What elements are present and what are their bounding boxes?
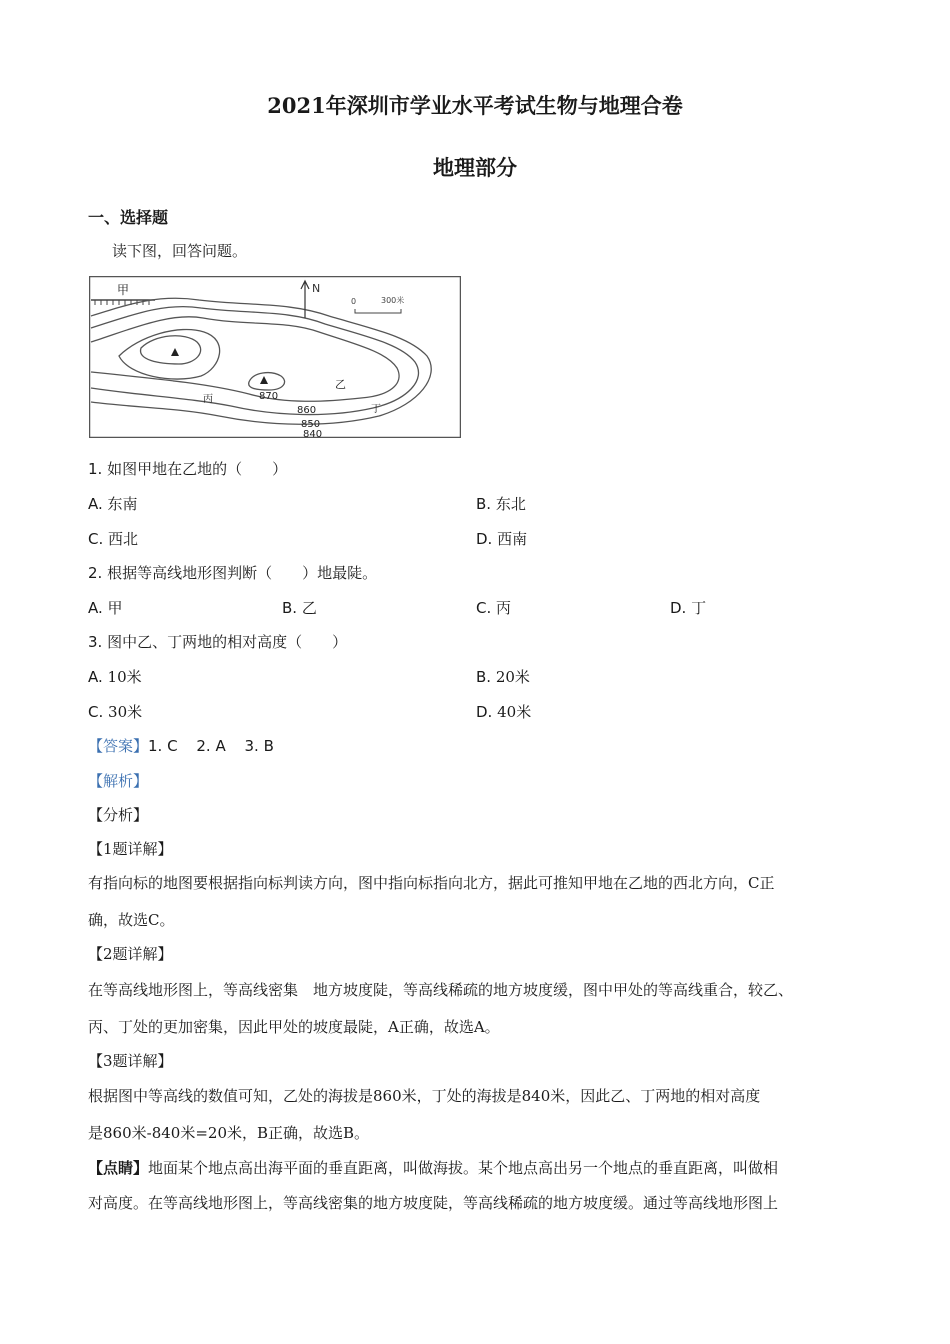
contour-label-850: 850	[301, 419, 321, 430]
option-d[interactable]	[476, 528, 527, 549]
contour-label-870: 870	[259, 391, 279, 402]
option-text: 东南	[107, 495, 138, 513]
question-number: 3.	[88, 633, 103, 651]
option-a[interactable]	[88, 493, 138, 514]
option-b[interactable]	[476, 666, 530, 687]
question-stem: 如图甲地在乙地的（ ）	[107, 460, 288, 478]
fenxi-tag: 【分析】	[88, 806, 149, 824]
option-text: 20米	[495, 668, 530, 686]
option-text: 丁	[691, 599, 707, 617]
question-1	[88, 458, 287, 479]
detail-3-line-1: 根据图中等高线的数值可知，乙处的海拔是860米，丁处的海拔是840米，因此乙、丁两地的相对高度	[88, 1087, 761, 1105]
option-text: 10米	[107, 668, 142, 686]
option-d[interactable]	[670, 597, 706, 618]
option-text: 西南	[497, 530, 528, 548]
contour-map	[89, 276, 461, 438]
option-letter: D.	[670, 599, 687, 617]
option-letter: C.	[88, 703, 104, 721]
option-text: 乙	[301, 599, 317, 617]
option-letter: B.	[476, 495, 492, 513]
detail-1-heading: 【1题详解】	[88, 840, 173, 858]
label-yi: 乙	[335, 378, 346, 391]
option-letter: B.	[282, 599, 298, 617]
scale-zero: 0	[351, 297, 357, 306]
label-bing: 丙	[203, 394, 213, 405]
option-text: 丙	[496, 599, 512, 617]
option-letter: C.	[476, 599, 492, 617]
page-subtitle: 地理部分	[433, 155, 517, 180]
question-3	[88, 631, 347, 652]
option-c[interactable]	[88, 528, 138, 549]
contour-map-svg	[89, 276, 461, 438]
answer-line	[88, 735, 274, 756]
option-letter: A.	[88, 668, 103, 686]
detail-2-line-1: 在等高线地形图上，等高线密集 地方坡度陡，等高线稀疏的地方坡度缓，图中甲处的等高线重合，较乙、	[88, 981, 794, 999]
answer-tag: 【答案】	[88, 737, 149, 755]
question-stem: 根据等高线地形图判断（ ）地最陡。	[107, 564, 378, 582]
option-c[interactable]	[476, 597, 511, 618]
detail-1-line-1: 有指向标的地图要根据指向标判读方向，图中指向标指向北方，据此可推知甲地在乙地的西北方向，C正	[88, 874, 775, 892]
option-b[interactable]	[476, 493, 526, 514]
option-letter: D.	[476, 703, 493, 721]
option-letter: D.	[476, 530, 493, 548]
option-a[interactable]	[88, 666, 142, 687]
question-stem: 图中乙、丁两地的相对高度（ ）	[107, 633, 348, 651]
contour-label-840: 840	[303, 429, 323, 438]
answer-1: 1. C	[148, 737, 178, 755]
label-ding: 丁	[371, 404, 381, 415]
answer-3: 3. B	[244, 737, 274, 755]
option-letter: C.	[88, 530, 104, 548]
question-2	[88, 562, 377, 583]
option-text: 西北	[108, 530, 139, 548]
tip-line-2: 对高度。在等高线地形图上，等高线密集的地方坡度陡，等高线稀疏的地方坡度缓。通过等高线地形图上	[88, 1194, 779, 1212]
option-text: 东北	[495, 495, 526, 513]
option-text: 甲	[107, 599, 123, 617]
option-d[interactable]	[476, 701, 531, 722]
north-label: N	[312, 282, 321, 295]
option-letter: A.	[88, 599, 103, 617]
option-c[interactable]	[88, 701, 142, 722]
section-heading: 一、选择题	[88, 208, 169, 227]
tip-text: 地面某个地点高出海平面的垂直距离，叫做海拔。某个地点高出另一个地点的垂直距离，叫做相	[148, 1159, 779, 1177]
instruction-text: 读下图，回答问题。	[112, 242, 248, 260]
detail-2-heading: 【2题详解】	[88, 945, 173, 963]
detail-3-line-2: 是860米-840米=20米，B正确，故选B。	[88, 1124, 370, 1142]
option-text: 30米	[108, 703, 143, 721]
option-letter: A.	[88, 495, 103, 513]
option-a[interactable]	[88, 597, 123, 618]
page-title: 2021年深圳市学业水平考试生物与地理合卷	[267, 93, 683, 118]
option-letter: B.	[476, 668, 492, 686]
scale-end: 300米	[381, 296, 405, 305]
tip-tag: 【点睛】	[88, 1159, 149, 1177]
detail-2-line-2: 丙、丁处的更加密集，因此甲处的坡度最陡，A正确，故选A。	[88, 1018, 500, 1036]
detail-1-line-2: 确，故选C。	[88, 911, 175, 929]
question-number: 2.	[88, 564, 103, 582]
option-text: 40米	[497, 703, 532, 721]
tip-line-1	[88, 1157, 778, 1178]
jiexi-tag: 【解析】	[88, 772, 149, 790]
question-number: 1.	[88, 460, 103, 478]
contour-label-860: 860	[297, 405, 317, 416]
detail-3-heading: 【3题详解】	[88, 1052, 173, 1070]
option-b[interactable]	[282, 597, 317, 618]
label-jia: 甲	[117, 283, 130, 297]
answer-2: 2. A	[196, 737, 226, 755]
